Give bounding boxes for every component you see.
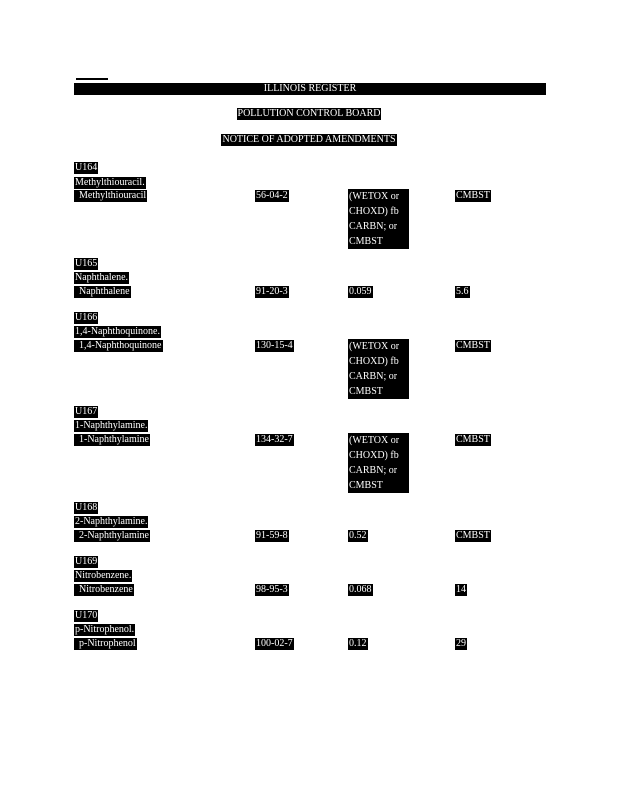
waste-name: 1-Naphthylamine. xyxy=(75,420,148,431)
register-title: ILLINOIS REGISTER xyxy=(263,83,357,94)
wastewater-standard xyxy=(348,339,409,399)
nonwastewater-standard: CMBST xyxy=(456,190,490,201)
agency-name: POLLUTION CONTROL BOARD xyxy=(237,108,381,119)
nonwastewater-standard: 5.6 xyxy=(456,286,469,297)
waste-name: p-Nitrophenol. xyxy=(75,624,135,635)
notice-title: NOTICE OF ADOPTED AMENDMENTS xyxy=(222,134,396,145)
waste-name: Methylthiouracil. xyxy=(75,177,145,188)
waste-code: U168 xyxy=(75,502,98,513)
constituent-name: Naphthalene xyxy=(74,286,131,298)
waste-code: U165 xyxy=(75,258,98,269)
header-rule-mark xyxy=(76,78,108,80)
agency-line xyxy=(0,108,618,120)
wastewater-line: CMBST xyxy=(349,480,383,491)
notice-line xyxy=(0,134,618,146)
wastewater-line: CMBST xyxy=(349,386,383,397)
wastewater-line: (WETOX or xyxy=(349,191,400,202)
nonwastewater-standard: CMBST xyxy=(456,530,490,541)
wastewater-line: CHOXD) fb xyxy=(349,206,399,217)
wastewater-standard: 0.068 xyxy=(349,584,372,595)
cas-number: 134-32-7 xyxy=(256,434,293,445)
constituent-name: Nitrobenzene xyxy=(74,584,134,596)
waste-code: U169 xyxy=(75,556,98,567)
wastewater-line: CARBN; or xyxy=(349,465,398,476)
wastewater-line: CARBN; or xyxy=(349,221,398,232)
cas-number: 56-04-2 xyxy=(256,190,288,201)
cas-number: 100-02-7 xyxy=(256,638,293,649)
wastewater-line: CHOXD) fb xyxy=(349,450,399,461)
constituent-name: 1-Naphthylamine xyxy=(74,434,150,446)
nonwastewater-standard: CMBST xyxy=(456,434,490,445)
cas-number: 91-20-3 xyxy=(256,286,288,297)
constituent-name: 1,4-Naphthoquinone xyxy=(74,340,163,352)
waste-code: U170 xyxy=(75,610,98,621)
waste-code: U166 xyxy=(75,312,98,323)
waste-code: U164 xyxy=(75,162,98,173)
constituent-name: 2-Naphthylamine xyxy=(74,530,150,542)
cas-number: 98-95-3 xyxy=(256,584,288,595)
wastewater-standard xyxy=(348,189,409,249)
wastewater-standard: 0.12 xyxy=(349,638,367,649)
constituent-name: Methylthiouracil xyxy=(74,190,147,202)
wastewater-standard xyxy=(348,433,409,493)
wastewater-line: CHOXD) fb xyxy=(349,356,399,367)
wastewater-line: (WETOX or xyxy=(349,435,400,446)
waste-name: 2-Naphthylamine. xyxy=(75,516,148,527)
cas-number: 130-15-4 xyxy=(256,340,293,351)
wastewater-line: (WETOX or xyxy=(349,341,400,352)
nonwastewater-standard: CMBST xyxy=(456,340,490,351)
nonwastewater-standard: 14 xyxy=(456,584,466,595)
waste-name: Naphthalene. xyxy=(75,272,129,283)
waste-name: 1,4-Naphthoquinone. xyxy=(75,326,160,337)
wastewater-standard: 0.059 xyxy=(349,286,372,297)
wastewater-line: CMBST xyxy=(349,236,383,247)
constituent-name: p-Nitrophenol xyxy=(74,638,137,650)
cas-number: 91-59-8 xyxy=(256,530,288,541)
wastewater-line: CARBN; or xyxy=(349,371,398,382)
waste-name: Nitrobenzene. xyxy=(75,570,132,581)
waste-code: U167 xyxy=(75,406,98,417)
nonwastewater-standard: 29 xyxy=(456,638,466,649)
wastewater-standard: 0.52 xyxy=(349,530,367,541)
